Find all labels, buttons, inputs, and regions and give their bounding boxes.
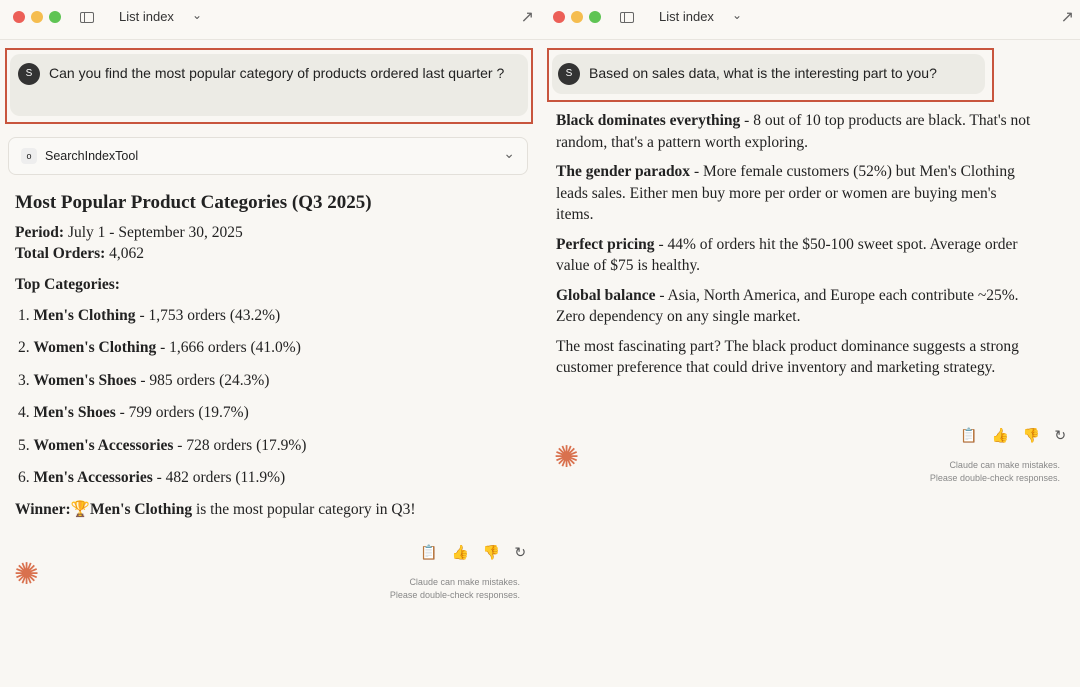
item-name: Men's Clothing [33, 307, 136, 324]
chevron-down-icon: ⌄ [503, 145, 515, 161]
retry-icon[interactable]: ↻ [514, 544, 527, 560]
period-line [15, 222, 243, 244]
paragraph-text: - 8 out of 10 top products are black. That's not random, that's a pattern worth exploring. [556, 112, 1031, 151]
total-line [15, 243, 144, 265]
close-button[interactable] [13, 11, 25, 23]
claude-logo-icon: ✺ [554, 441, 580, 474]
disclaimer-line-1: Claude can make mistakes. [409, 577, 520, 587]
winner-line [15, 499, 416, 521]
tool-name: SearchIndexTool [45, 149, 139, 163]
right-chat-panel [540, 0, 1080, 687]
item-detail: - 728 orders (17.9%) [173, 437, 307, 454]
close-button[interactable] [553, 11, 565, 23]
item-name: Men's Accessories [33, 469, 153, 486]
item-detail: - 799 orders (19.7%) [115, 404, 249, 421]
copy-icon[interactable]: 📋 [960, 427, 978, 443]
user-message-text: Based on sales data, what is the interesting part to you? [589, 65, 937, 81]
title-bar [0, 0, 540, 40]
minimize-button[interactable] [571, 11, 583, 23]
winner-name: Men's Clothing [90, 501, 193, 518]
minimize-button[interactable] [31, 11, 43, 23]
retry-icon[interactable]: ↻ [1054, 427, 1067, 443]
item-number: 6. [18, 469, 30, 486]
paragraph-lead: Global balance [556, 286, 656, 304]
share-icon[interactable]: ↗ [1060, 9, 1074, 26]
thumbs-up-icon[interactable]: 👍 [451, 544, 469, 560]
list-item [18, 370, 269, 392]
claude-logo-icon: ✺ [14, 558, 40, 591]
response-paragraph [556, 285, 1036, 328]
item-number: 5. [18, 437, 30, 454]
thumbs-down-icon[interactable]: 👎 [1022, 427, 1041, 443]
window-title[interactable]: List index [119, 9, 174, 24]
tool-icon: o [21, 148, 37, 164]
paragraph-lead: Perfect pricing [556, 235, 655, 253]
item-name: Men's Shoes [33, 404, 116, 421]
item-number: 1. [18, 307, 30, 324]
item-detail: - 1,666 orders (41.0%) [156, 339, 301, 356]
response-paragraph [556, 161, 1036, 226]
paragraph-lead: The gender paradox [556, 163, 691, 180]
item-name: Women's Shoes [33, 372, 137, 389]
window-title[interactable]: List index [659, 9, 714, 24]
item-number: 4. [18, 404, 30, 421]
list-item [18, 337, 301, 359]
paragraph-text: The most fascinating part? The black product dominance suggests a strong customer preference that could drive inventory and marketing strategy. [556, 337, 1019, 376]
avatar: S [18, 63, 40, 85]
response-paragraph [556, 336, 1036, 379]
response-paragraph [556, 234, 1036, 277]
item-detail: - 985 orders (24.3%) [136, 372, 270, 389]
top-categories-label [15, 274, 120, 296]
paragraph-lead: Black dominates everything [556, 112, 741, 129]
item-name: Women's Clothing [33, 339, 157, 356]
tool-call-dropdown[interactable] [8, 137, 528, 175]
message-actions [420, 544, 526, 561]
share-icon[interactable]: ↗ [520, 9, 534, 26]
sidebar-toggle-icon[interactable] [80, 12, 94, 23]
total-value: 4,062 [105, 245, 145, 262]
thumbs-up-icon[interactable]: 👍 [991, 427, 1009, 443]
chevron-down-icon[interactable]: ⌄ [732, 8, 743, 22]
list-item [18, 402, 249, 424]
winner-text: is the most popular category in Q3! [192, 501, 416, 518]
paragraph-text: - 44% of orders hit the $50-100 sweet spot. Average order value of $75 is healthy. [556, 235, 1018, 274]
top-categories-text: Top Categories: [15, 276, 120, 293]
list-item [18, 305, 280, 327]
item-name: Women's Accessories [33, 437, 174, 454]
chevron-down-icon[interactable]: ⌄ [192, 8, 203, 22]
sidebar-toggle-icon[interactable] [620, 12, 634, 23]
user-message [10, 54, 528, 116]
item-detail: - 482 orders (11.9%) [152, 469, 286, 486]
period-label: Period: [15, 224, 65, 241]
disclaimer [930, 459, 1060, 485]
response-paragraph [556, 110, 1036, 153]
avatar: S [558, 63, 580, 85]
period-value: July 1 - September 30, 2025 [64, 224, 243, 241]
disclaimer [390, 576, 520, 602]
title-bar [540, 0, 1080, 40]
copy-icon[interactable]: 📋 [420, 544, 438, 560]
user-message-text: Can you find the most popular category of products ordered last quarter ? [49, 65, 505, 81]
response-heading: Most Popular Product Categories (Q3 2025) [15, 192, 372, 213]
disclaimer-line-2: Please double-check responses. [389, 590, 520, 600]
list-item [18, 467, 285, 489]
maximize-button[interactable] [589, 11, 601, 23]
response-body [556, 110, 1036, 379]
item-detail: - 1,753 orders (43.2%) [135, 307, 281, 324]
total-label: Total Orders: [15, 245, 106, 262]
user-message [552, 54, 985, 94]
disclaimer-line-2: Please double-check responses. [929, 473, 1060, 483]
paragraph-text: - Asia, North America, and Europe each contribute ~25%. Zero dependency on any single market. [556, 286, 1019, 325]
trophy-icon: 🏆 [70, 501, 91, 518]
message-actions [960, 427, 1066, 444]
thumbs-down-icon[interactable]: 👎 [482, 544, 501, 560]
winner-label: Winner: [15, 501, 71, 518]
item-number: 3. [18, 372, 30, 389]
maximize-button[interactable] [49, 11, 61, 23]
item-number: 2. [18, 339, 30, 356]
disclaimer-line-1: Claude can make mistakes. [949, 460, 1060, 470]
paragraph-text: - More female customers (52%) but Men's Clothing leads sales. Either men buy more per order or women are buying men's items. [556, 163, 1015, 223]
list-item [18, 435, 306, 457]
